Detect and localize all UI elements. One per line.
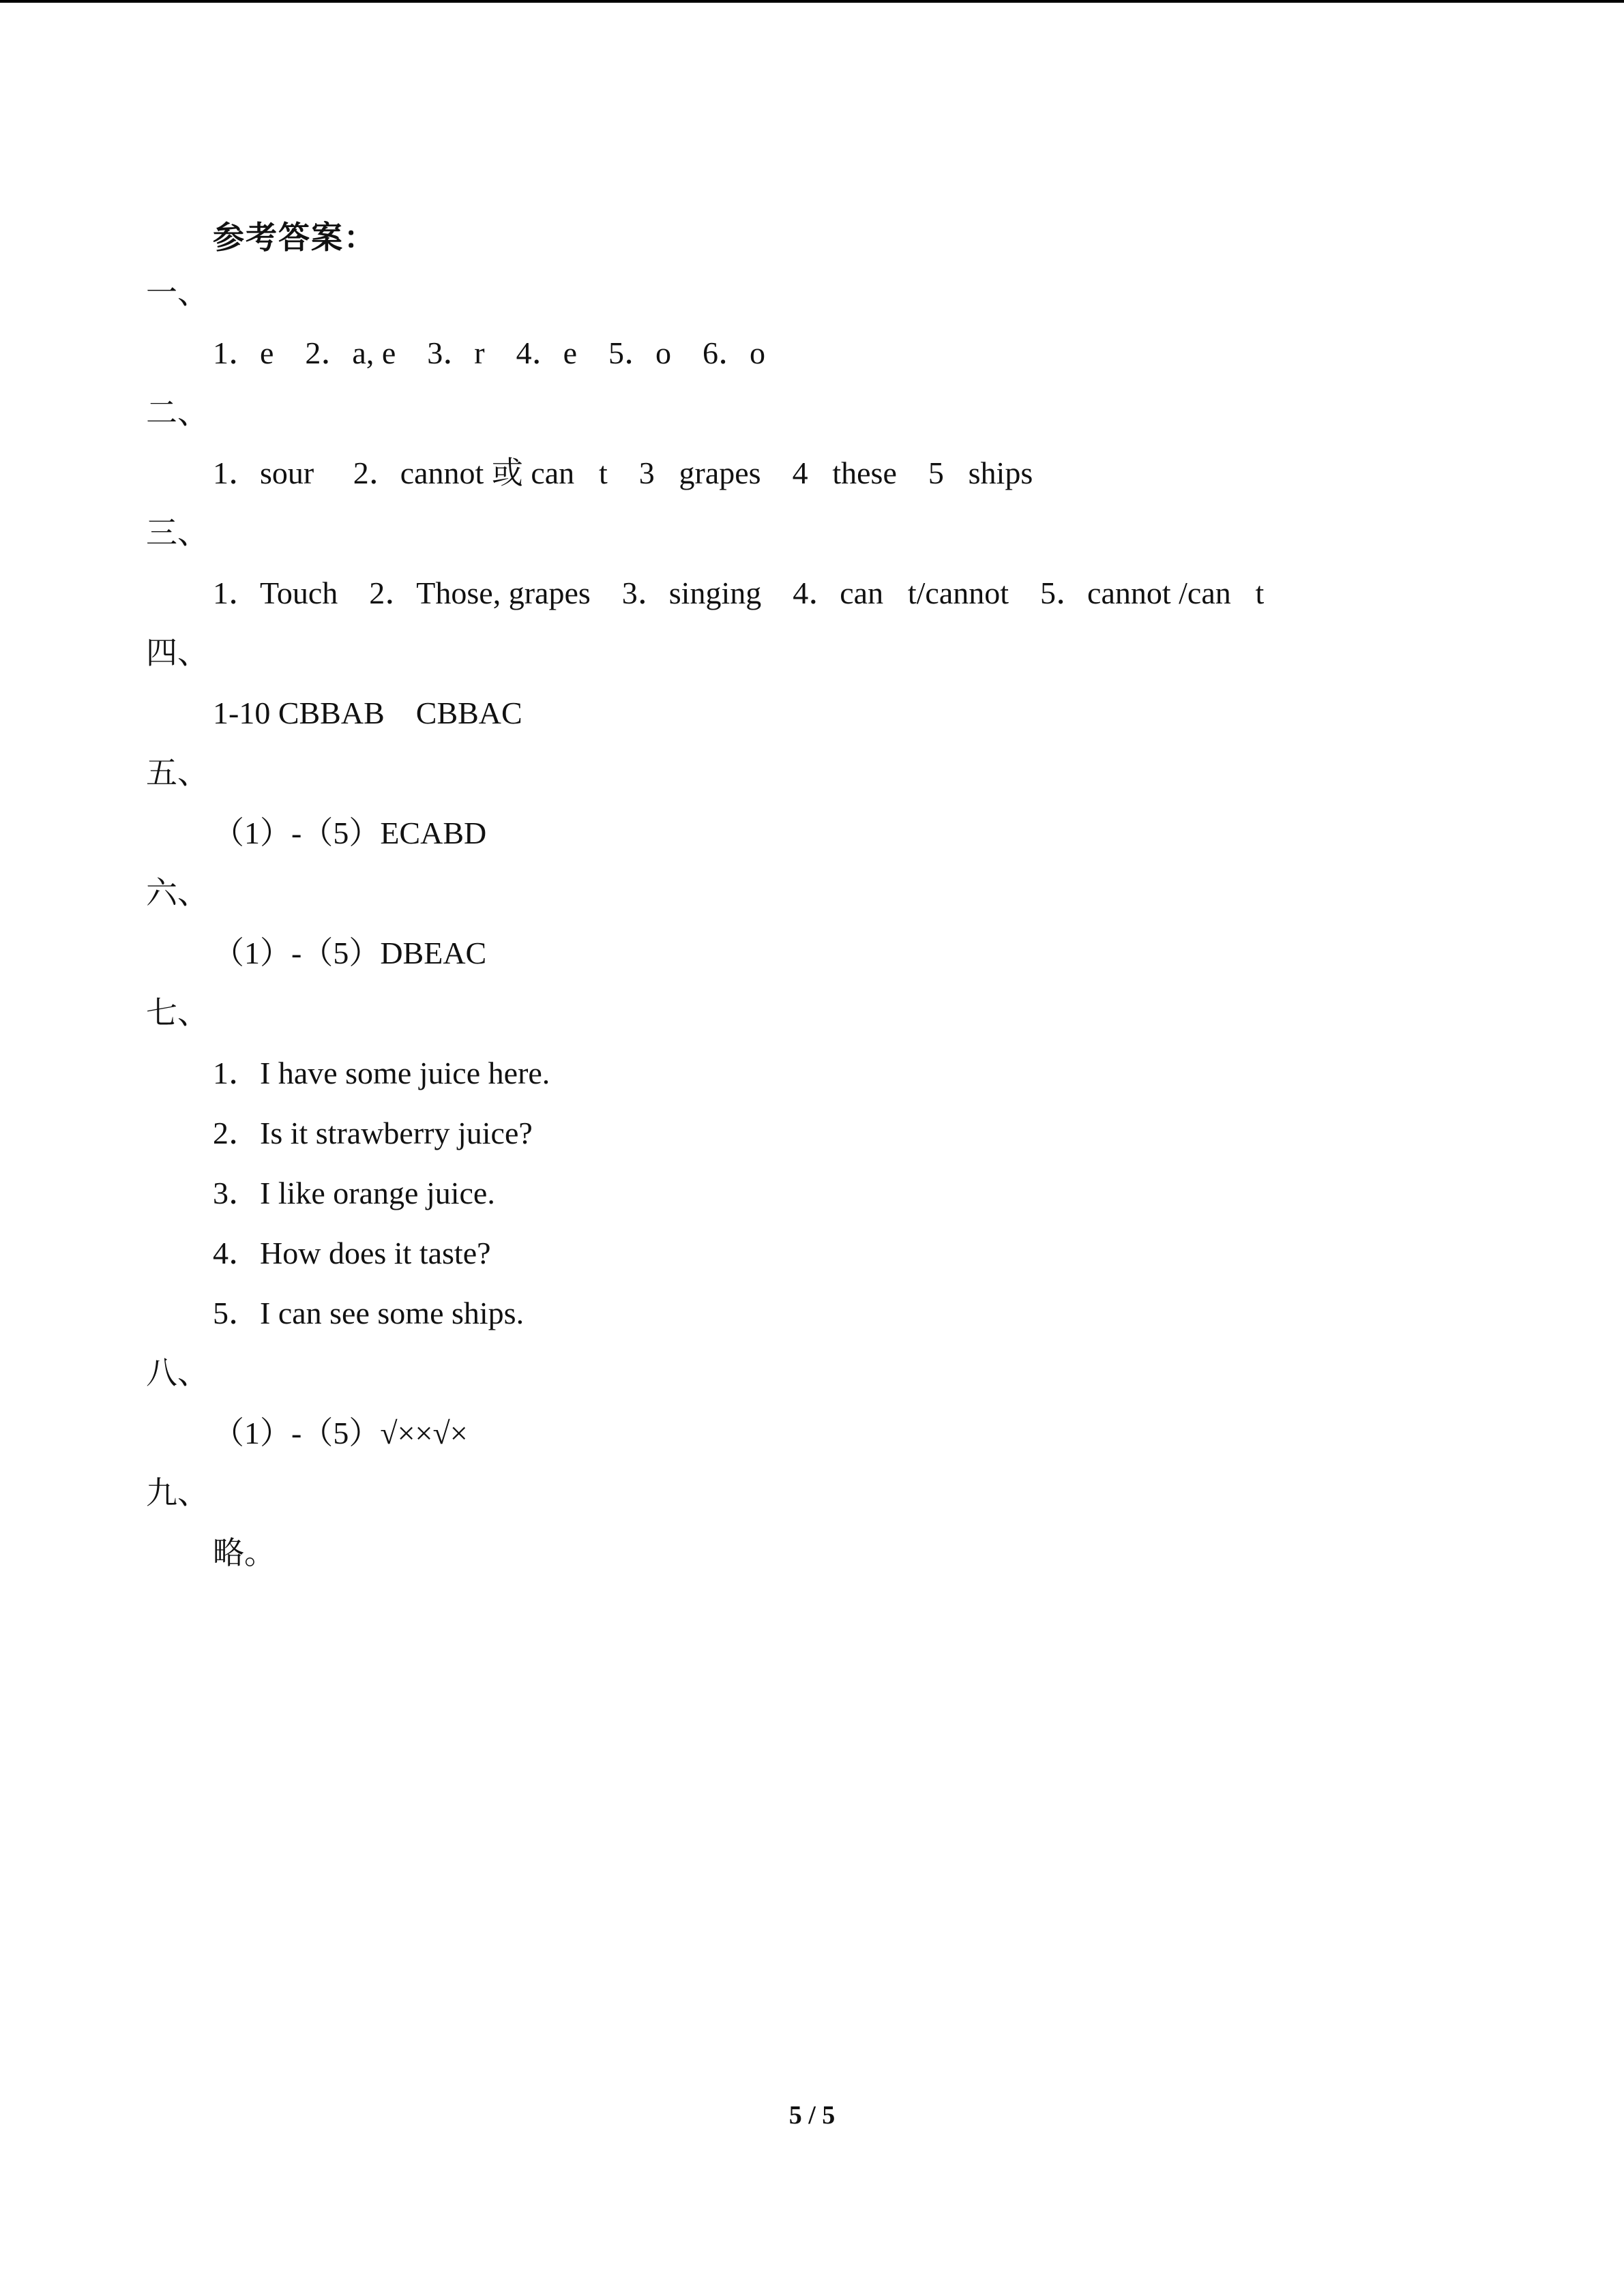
answer-line: 2．Is it strawberry juice? [213, 1116, 533, 1150]
answer-line: 4．How does it taste? [213, 1236, 491, 1270]
answer-line: 3．I like orange juice. [213, 1176, 495, 1210]
answer-line: 5．I can see some ships. [213, 1296, 525, 1330]
answer-line: （1）-（5）√××√× [213, 1416, 468, 1450]
section-heading-4: 四、 [146, 636, 209, 670]
answer-line: （1）-（5）ECABD [213, 816, 487, 850]
answer-line: 1-10 CBBAB CBBAC [213, 696, 522, 730]
section-heading-6: 六、 [146, 876, 209, 910]
section-heading-2: 二、 [146, 396, 209, 430]
answer-line: （1）-（5）DBEAC [213, 936, 487, 970]
answer-line: 1．e 2．a, e 3．r 4．e 5．o 6．o [213, 336, 765, 370]
section-heading-8: 八、 [146, 1356, 209, 1390]
answer-line: 略。 [213, 1536, 276, 1570]
answer-line: 1．Touch 2．Those, grapes 3．singing 4．can t/cannot 5．cannot /can t [213, 576, 1265, 610]
section-heading-1: 一、 [146, 275, 209, 310]
section-heading-5: 五、 [146, 756, 209, 790]
answer-line: 1．I have some juice here. [213, 1056, 550, 1090]
section-heading-9: 九、 [146, 1476, 209, 1510]
answer-line: 1．sour 2．cannot 或 can t 3．grapes 4．these 5．ships [213, 456, 1033, 490]
page-title: 参考答案： [213, 220, 377, 255]
page-number: 5 / 5 [788, 2101, 836, 2130]
section-heading-3: 三、 [146, 516, 209, 550]
section-heading-7: 七、 [146, 996, 209, 1030]
